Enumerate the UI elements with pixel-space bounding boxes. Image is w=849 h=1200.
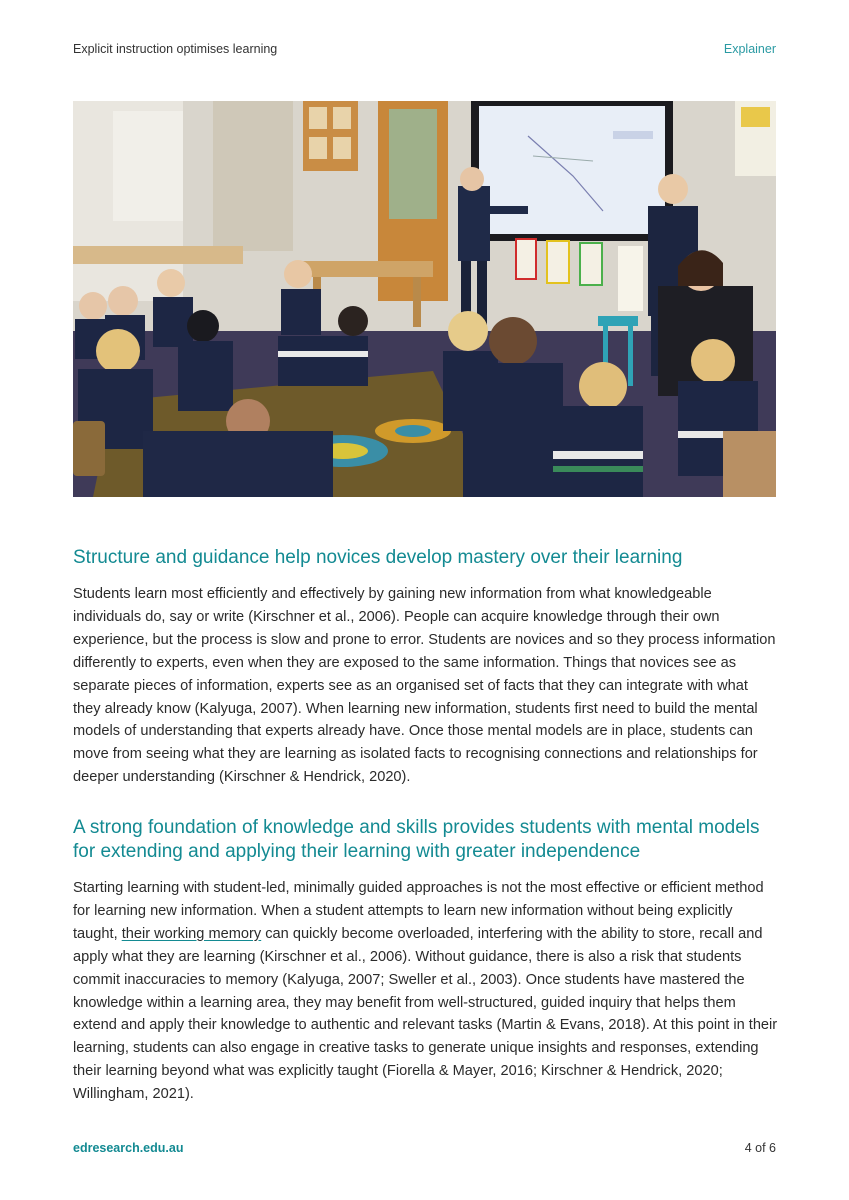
section-heading-strong-foundation: A strong foundation of knowledge and skills provides students with mental models for extending and applying their learning with greater independence — [73, 817, 760, 862]
paragraph-text-after-link: can quickly become overloaded, interfering with the ability to store, recall and apply what they are learning (Kirschner et al., 2006). Without guidance, there is also a risk that students commit inaccuracies to memory (Kalyuga, 2007; Sweller et al., 2003). Once students have mastered the knowledge within a learning area, they may benefit from well-structured, guided inquiry that helps them extend and apply their knowledge to authentic and relevant tasks (Martin & Evans, 2018). At this point in their learning, students can also engage in creative tasks to generate unique insights and responses, extending their learning beyond what was explicitly taught (Fiorella & Mayer, 2016; Kirschner & Hendrick, 2020; Willingham, 2021). — [73, 925, 778, 1103]
document-type-label: Explainer — [723, 42, 776, 56]
section-paragraph-strong-foundation — [73, 877, 779, 1106]
section-heading-structure-and-guidance: Structure and guidance help novices develop mastery over their learning — [73, 547, 683, 568]
site-url[interactable]: edresearch.edu.au — [73, 1141, 184, 1155]
section-paragraph-structure-and-guidance: Students learn most efficiently and effectively by gaining new information from what knowledgeable individuals do, say or write (Kirschner et al., 2006). People can acquire knowledge through their own experience, but the process is slow and prone to error. Students are novices and so they process information differently to experts, even when they are exposed to the same information. Things that novices see as separate pieces of information, experts see as an organised set of facts that they can integrate with what they already know (Kalyuga, 2007). When learning new information, students first need to build the mental models of understanding that experts already have. Once those mental models are in place, students can move from seeing what they are learning as isolated facts to recognising connections and relationships for deeper understanding (Kirschner & Hendrick, 2020). — [73, 586, 776, 786]
running-header — [73, 42, 776, 60]
classroom-photo — [73, 101, 776, 497]
document-title: Explicit instruction optimises learning — [73, 42, 278, 56]
page-number: 4 of 6 — [744, 1141, 776, 1155]
paragraph-text-before-link: Starting learning with student-led, minimally guided approaches is not the most effective or efficient method for learning new information. When a student attempts to learn new information without being explicitly taught, — [73, 880, 764, 942]
working-memory-link[interactable]: their working memory — [121, 925, 262, 942]
page-footer — [73, 1141, 776, 1159]
